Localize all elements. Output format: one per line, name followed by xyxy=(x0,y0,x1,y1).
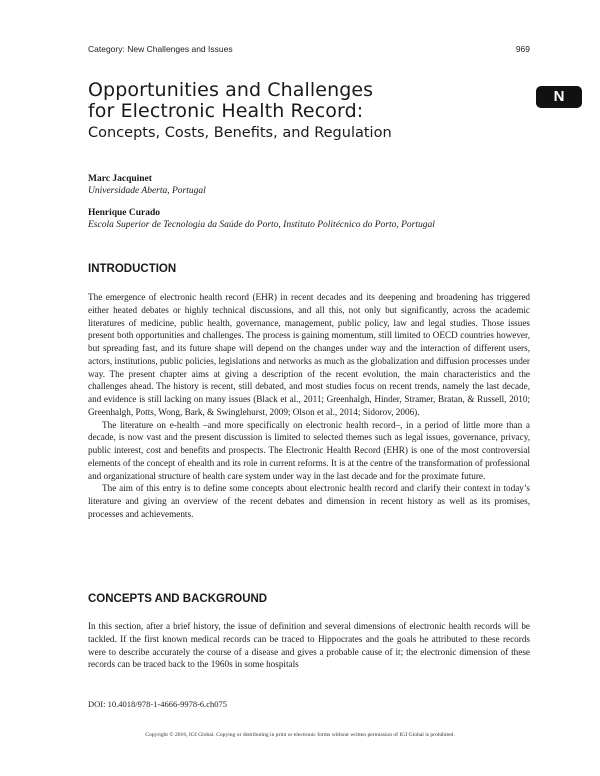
concepts-body xyxy=(88,620,530,671)
title-subtitle: Concepts, Costs, Benefits, and Regulation xyxy=(88,125,392,141)
article-title xyxy=(88,80,508,143)
author-1 xyxy=(88,173,435,197)
title-line-2: for Electronic Health Record: xyxy=(88,100,364,122)
doi: DOI: 10.4018/978-1-4666-9978-6.ch075 xyxy=(88,699,228,709)
author-affiliation: Universidade Aberta, Portugal xyxy=(88,186,206,196)
author-name: Henrique Curado xyxy=(88,208,161,218)
introduction-body xyxy=(88,291,530,521)
title-line-1: Opportunities and Challenges xyxy=(88,79,374,101)
paragraph: In this section, after a brief history, the issue of definition and several dimensions of electronic health records will be tackled. If the first known medical records can be traced to Hippocrates and the goals he attributed to these records were to describe accurately the course of a disease and gives a probable cause of it; the electronic dimension of these records can be traced back to the 1960s in some hospitals xyxy=(88,621,530,670)
author-affiliation: Escola Superior de Tecnologia da Saúde do Porto, Instituto Politécnico do Porto, Portugal xyxy=(88,220,435,230)
author-2 xyxy=(88,207,435,231)
header-page-number: 969 xyxy=(515,44,530,54)
author-block xyxy=(88,173,435,231)
copyright-notice: Copyright © 2016, IGI Global. Copying or distributing in print or electronic forms without written permission of IGI Global is prohibited. xyxy=(145,732,455,738)
section-heading-concepts: CONCEPTS AND BACKGROUND xyxy=(88,593,268,605)
paragraph: The literature on e-health –and more specifically on electronic health record–, in a period of little more than a decade, is now vast and the present discussion is limited to selected themes such as legal issues, governance, privacy, public interest, cost and benefits and prospects. The Electronic Health Record (EHR) is one of the most controversial elements of the concept of ehealth and its role in current reforms. It is at the centre of the transformation of professional and organizational structure of health care system under way in the last decade and for the proximate future. xyxy=(88,419,530,481)
section-heading-introduction: INTRODUCTION xyxy=(88,263,177,275)
section-letter-badge: N xyxy=(536,86,582,108)
paragraph: The emergence of electronic health record (EHR) in recent decades and its deepening and broadening has triggered either heated debates or highly technical discussions, and all this, not only but significantly, across the academic literatures of medicine, public health, governance, management, public policy, law and legal studies. Those issues present both opportunities and challenges. The process is gaining momentum, still limited to OECD countries however, but spreading fast, and its future shape will depend on the changes under way and the interaction of different users, actors, institutions, public policies, legislations and networks as much as the globalization and diffusion processes under way. The present chapter aims at giving a description of the recent evolution, the main characteristics and the challenges ahead. The history is recent, still debated, and most studies focus on recent trends, namely the last decade, and evidence is still lacking on many issues (Black et al., 2011; Greenhalgh, Hinder, Stramer, Bratan, & Russell, 2010; Greenhalgh, Potts, Wong, Bark, & Swinglehurst, 2009; Olson et al., 2014; Sidorov, 2006). xyxy=(88,292,530,417)
header-category: Category: New Challenges and Issues xyxy=(88,44,233,54)
paragraph: The aim of this entry is to define some concepts about electronic health record and clarify their context in today’s literature and giving an overview of the recent debates and dimension in recent history as well as its promises, processes and achievements. xyxy=(88,483,530,519)
author-name: Marc Jacquinet xyxy=(88,174,152,184)
